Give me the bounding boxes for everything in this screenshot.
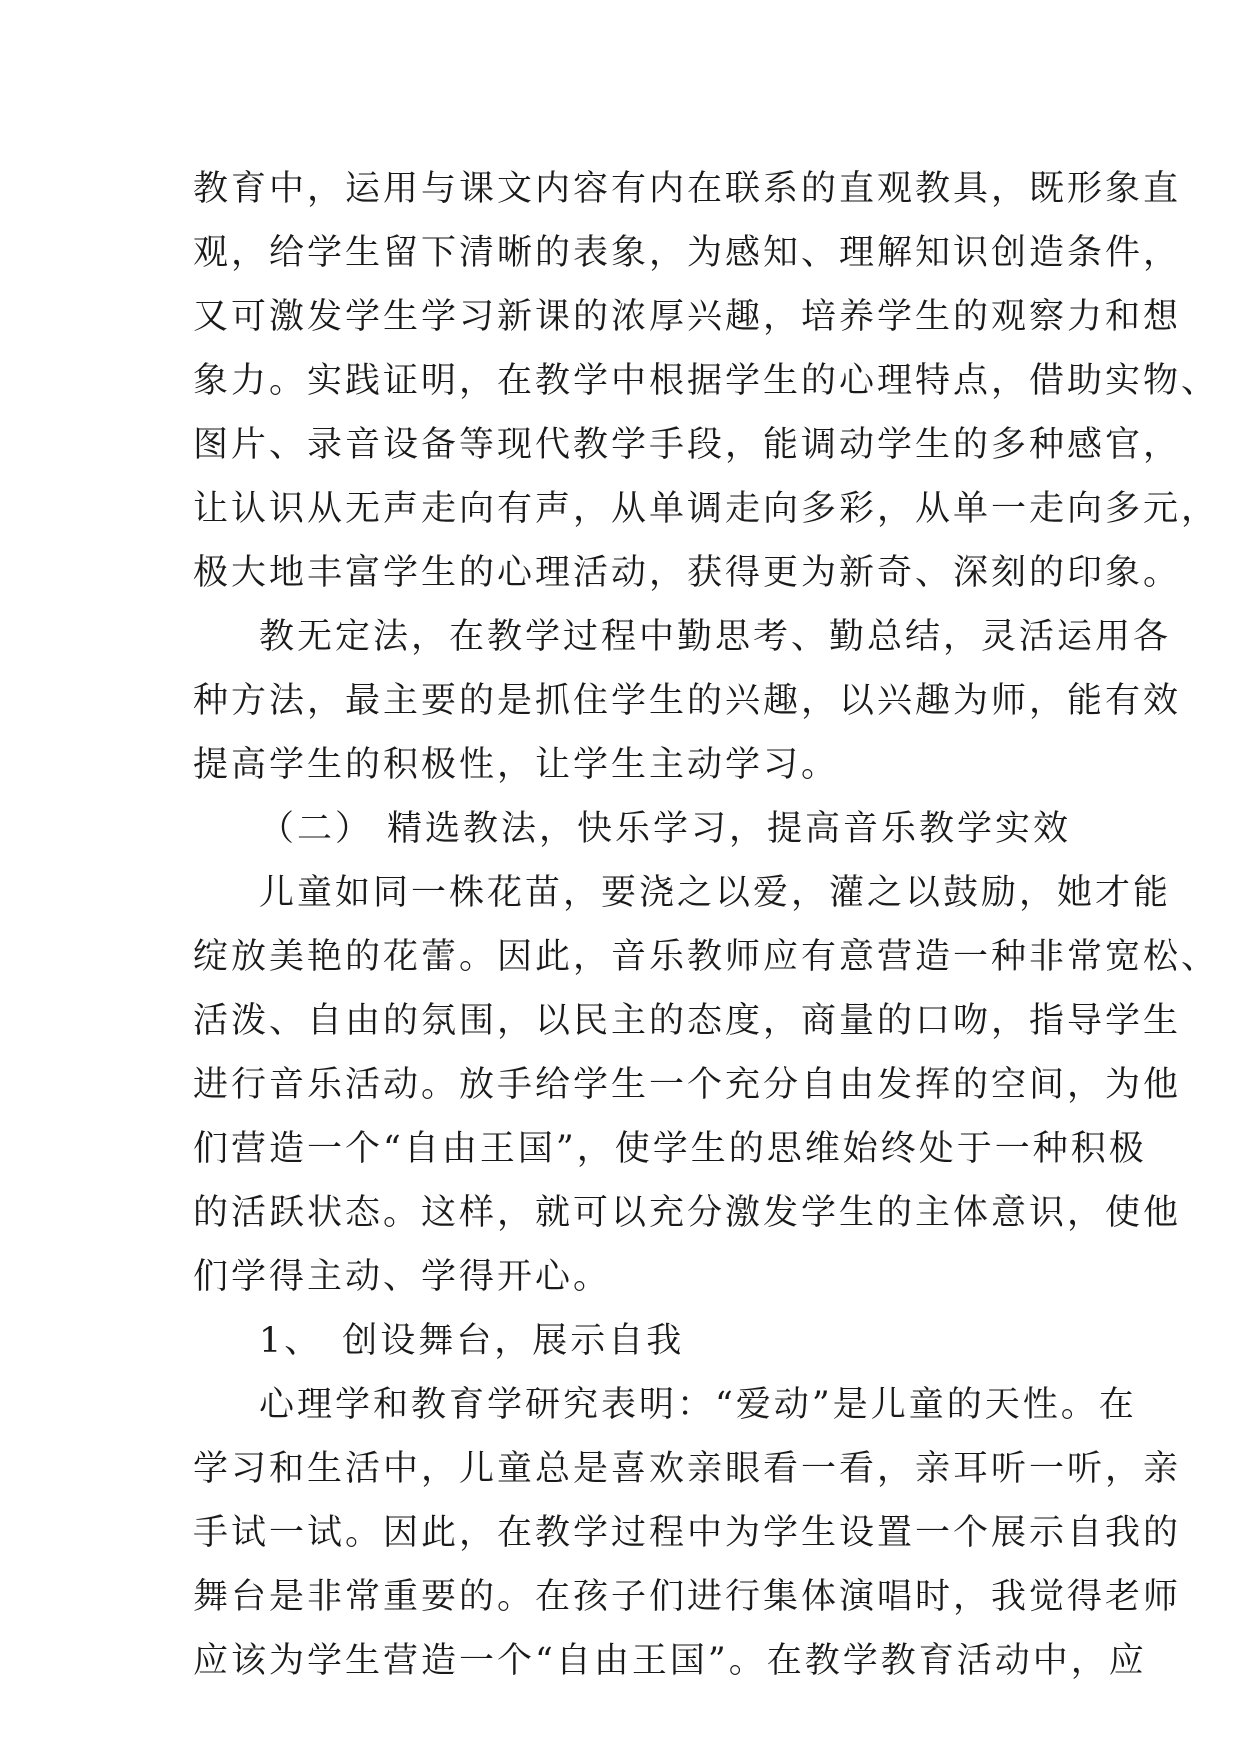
text-line: 手试一试。因此，在教学过程中为学生设置一个展示自我的	[193, 1513, 1182, 1553]
text-line: 的活跃状态。这样，就可以充分激发学生的主体意识，使他	[193, 1193, 1182, 1233]
text-line: 又可激发学生学习新课的浓厚兴趣，培养学生的观察力和想	[193, 297, 1182, 337]
text-line: 活泼、自由的氛围，以民主的态度，商量的口吻，指导学生	[193, 1001, 1182, 1041]
subsection-heading	[193, 1309, 1053, 1373]
text-line: 让认识从无声走向有声，从单调走向多彩，从单一走向多元，	[193, 489, 1220, 529]
text-line: 象力。实践证明，在教学中根据学生的心理特点，借助实物、	[193, 361, 1220, 401]
text-line: 们营造一个“自由王国”，使学生的思维始终处于一种积极	[193, 1129, 1147, 1169]
text-line: 心理学和教育学研究表明：“爱动”是儿童的天性。在	[259, 1385, 1137, 1425]
paragraph	[193, 157, 1220, 605]
text-line: 进行音乐活动。放手给学生一个充分自由发挥的空间，为他	[193, 1065, 1182, 1105]
section-heading	[193, 797, 1072, 861]
text-line: 应该为学生营造一个“自由王国”。在教学教育活动中，应	[193, 1641, 1147, 1681]
text-line: 提高学生的积极性，让学生主动学习。	[193, 745, 840, 785]
text-line: 教育中，运用与课文内容有内在联系的直观教具，既形象直	[193, 169, 1182, 209]
paragraph	[193, 605, 1182, 797]
text-line: 教无定法，在教学过程中勤思考、勤总结，灵活运用各	[259, 617, 1172, 657]
section-title: 精选教法，快乐学习，提高音乐教学实效	[387, 809, 1072, 849]
subsection-number: 1、	[259, 1321, 323, 1361]
text-line: 学习和生活中，儿童总是喜欢亲眼看一看，亲耳听一听，亲	[193, 1449, 1182, 1489]
text-line: 儿童如同一株花苗，要浇之以爱，灌之以鼓励，她才能	[259, 873, 1172, 913]
subsection-title: 创设舞台，展示自我	[342, 1321, 685, 1361]
text-line: 观，给学生留下清晰的表象，为感知、理解知识创造条件，	[193, 233, 1182, 273]
text-line: 极大地丰富学生的心理活动，获得更为新奇、深刻的印象。	[193, 553, 1182, 593]
text-line: 们学得主动、学得开心。	[193, 1257, 612, 1297]
text-line: 种方法，最主要的是抓住学生的兴趣，以兴趣为师，能有效	[193, 681, 1182, 721]
section-number: （二）	[259, 809, 374, 849]
document-body	[193, 157, 1220, 1693]
text-line: 图片、录音设备等现代教学手段，能调动学生的多种感官，	[193, 425, 1182, 465]
text-line: 绽放美艳的花蕾。因此，音乐教师应有意营造一种非常宽松、	[193, 937, 1220, 977]
text-line: 舞台是非常重要的。在孩子们进行集体演唱时，我觉得老师	[193, 1577, 1182, 1617]
paragraph	[193, 1373, 1182, 1693]
paragraph	[193, 861, 1220, 1309]
